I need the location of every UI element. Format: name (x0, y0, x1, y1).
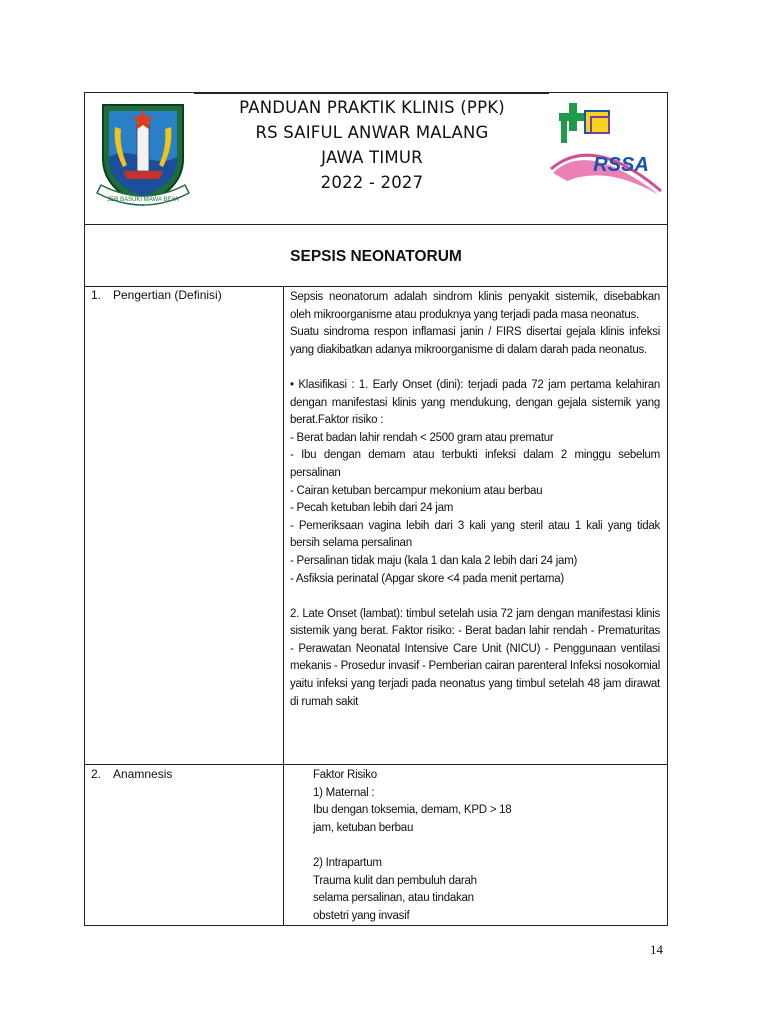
definition-paragraph: Sepsis neonatorum adalah sindrom klinis penyakit sistemik, disebabkan oleh mikroorganisme atau produknya yang terjadi pada masa neonatus. (290, 291, 660, 321)
header-top-rule (194, 93, 549, 94)
ppk-document-table (84, 92, 668, 926)
row-divider (85, 764, 667, 765)
late-onset-paragraph: 2. Late Onset (lambat): timbul setelah usia 72 jam dengan manifestasi klinis sistemik yang berat. Faktor risiko: - Berat badan lahir rendah - Prematuritas - Perawatan Neonatal Intensive Care Unit (NICU) - Penggunaan ventilasi mekanis - Prosedur invasif - Pemberian cairan parenteral Infeksi nosokomial yaitu infeksi yang terjadi pada neonatus yang timbul setelah 48 jam dirawat di rumah sakit (290, 607, 660, 708)
section-1-label (91, 287, 222, 304)
section-2-content (313, 767, 533, 925)
section-2-label (91, 766, 172, 783)
risk-factor-item: - Pemeriksaan vagina lebih dari 3 kali yang steril atau 1 kali yang tidak bersih selama persalinan (290, 519, 660, 550)
section-2-title: Anamnesis (113, 767, 173, 781)
document-title: SEPSIS NEONATORUM (290, 248, 462, 265)
section-1-number: 1. (91, 288, 102, 302)
document-header (85, 93, 667, 225)
definition-paragraph: Suatu sindroma respon inflamasi janin / FIRS disertai gejala klinis infeksi yang diakibatkan adanya mikroorganisme di dalam darah pada neonatus. (290, 326, 660, 356)
header-line-2: RS SAIFUL ANWAR MALANG (255, 123, 489, 142)
title-row (85, 224, 667, 287)
anamnesis-line: 2) Intrapartum (313, 856, 382, 869)
header-line-4: 2022 - 2027 (320, 173, 424, 192)
section-1-title: Pengertian (Definisi) (113, 288, 222, 302)
page-number: 14 (650, 942, 663, 957)
coat-of-arms-banner: JER BASUKI MAWA BEYA (107, 197, 179, 203)
risk-factor-item: - Asfiksia perinatal (Apgar skore <4 pada menit pertama) (290, 572, 564, 585)
risk-factor-item: - Pecah ketuban lebih dari 24 jam (290, 502, 454, 515)
risk-factor-item: - Berat badan lahir rendah < 2500 gram atau prematur (290, 431, 554, 444)
risk-factor-item: - Persalinan tidak maju (kala 1 dan kala 2 lebih dari 24 jam) (290, 554, 578, 567)
anamnesis-line: jam, ketuban berbau (313, 821, 414, 834)
header-title-block (195, 95, 549, 195)
rssa-logo-text: RSSA (593, 154, 649, 176)
rssa-hospital-logo-icon (547, 99, 663, 205)
jawa-timur-coat-of-arms-icon (93, 97, 193, 215)
column-divider (283, 286, 284, 926)
anamnesis-line: Faktor Risiko (313, 769, 377, 781)
anamnesis-line: 1) Maternal : (313, 786, 375, 799)
anamnesis-line: selama persalinan, atau tindakan (313, 892, 474, 905)
risk-factor-item: - Ibu dengan demam atau terbukti infeksi dalam 2 minggu sebelum persalinan (290, 449, 660, 479)
section-1-content (290, 289, 660, 711)
anamnesis-line: obstetri yang invasif (313, 909, 410, 922)
section-2-number: 2. (91, 767, 102, 781)
anamnesis-line: Ibu dengan toksemia, demam, KPD > 18 (313, 804, 512, 817)
anamnesis-line: Trauma kulit dan pembuluh darah (313, 874, 477, 887)
header-line-1: PANDUAN PRAKTIK KLINIS (PPK) (239, 98, 505, 117)
classification-paragraph: • Klasifikasi : 1. Early Onset (dini): terjadi pada 72 jam pertama kelahiran dengan manifestasi klinis yang mendukung, dengan gejala sistemik yang berat.Faktor risiko : (290, 378, 660, 427)
header-line-3: JAWA TIMUR (321, 148, 423, 167)
risk-factor-item: - Cairan ketuban bercampur mekonium atau berbau (290, 484, 543, 497)
